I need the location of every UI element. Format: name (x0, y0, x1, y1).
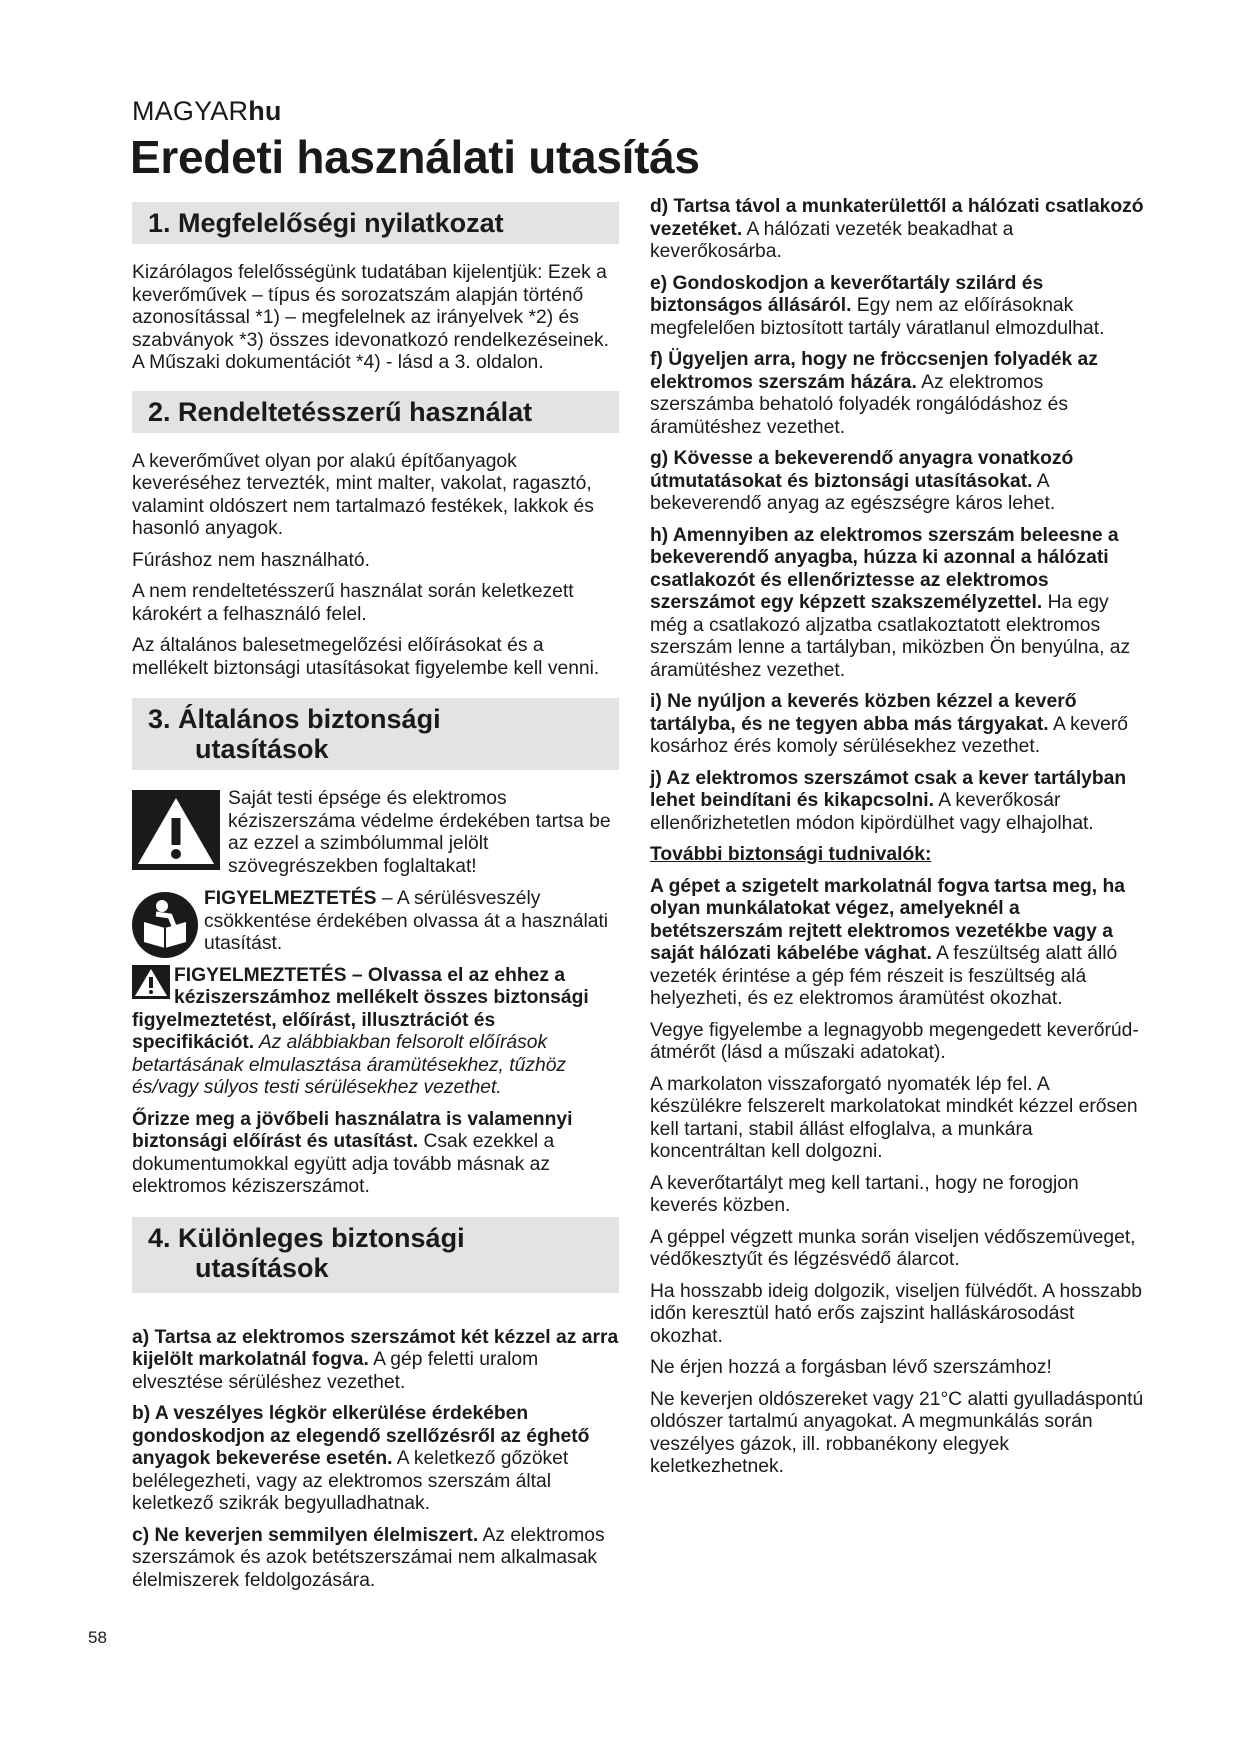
general-warning-italic: Az alábbiakban felsorolt előírások betartásának elmulasztása áramütésekhez, tűzhöz és/vagy súlyos testi sérülésekhez vezethet. (132, 1032, 567, 1098)
item-i (650, 691, 1145, 759)
section-2-paragraph-2: Fúráshoz nem használható. (132, 549, 370, 571)
read-manual-rest: – A sérülésveszély csökkentése érdekében olvassa át a használati utasítást. (204, 888, 609, 954)
item-g-text: A bekeverendő anyag az egészségre káros lehet. (650, 470, 1056, 514)
left-column (132, 198, 619, 1601)
section-2-number: 2. (148, 396, 171, 427)
warning-triangle-icon (132, 790, 220, 870)
item-j (650, 768, 1145, 836)
item-c (132, 1525, 619, 1593)
language-label (132, 96, 282, 127)
further-item-1 (650, 876, 1145, 1011)
item-i-text: A keverő kosárhoz érés komoly sérülésekhez vezethet. (650, 713, 1128, 757)
item-e (650, 273, 1145, 341)
item-g (650, 448, 1145, 516)
item-j-bold: j) Az elektromos szerszámot csak a kever tartályban lehet beindítani és kikapcsolni. (650, 767, 1127, 811)
item-f-bold: f) Ügyeljen arra, hogy ne fröccsenjen folyadék az elektromos szerszám házára. (650, 349, 1098, 393)
keep-instructions-text: Csak ezekkel a dokumentumokkal együtt adja tovább másnak az elektromos kéziszerszámot. (132, 1131, 555, 1197)
item-f-text: Az elektromos szerszámba behatoló folyadék rongálódáshoz és áramütéshez vezethet. (650, 371, 1069, 438)
section-4-number: 4. (148, 1222, 171, 1253)
item-e-text: Egy nem az előírásoknak megfelelően biztosított tartály váratlanul elmozdulhat. (650, 295, 1105, 339)
further-item-6: Ha hosszabb ideig dolgozik, viseljen fülvédőt. A hosszabb időn keresztül ható erős zajszint halláskárosodást okozhat. (650, 1280, 1142, 1347)
further-item-7: Ne érjen hozzá a forgásban lévő szerszámhoz! (650, 1357, 1052, 1378)
item-d-bold: d) Tartsa távol a munkaterülettől a hálózati csatlakozó vezetéket. (650, 196, 1144, 240)
section-1-body: Kizárólagos felelősségünk tudatában kijelentjük: Ezek a keverőművek – típus és sorozatszám alapján történő azonosítással *1) – megfelelnek az irányelvek *2) és szabványok *3) összes idevonatkozó rendelkezéseinek. A Műszaki dokumentációt *4) - lásd a 3. oldalon. (132, 262, 609, 373)
keep-instructions-paragraph (132, 1109, 619, 1199)
read-manual-text (204, 888, 619, 956)
warning-symbol-text: Saját testi épsége és elektromos kéziszerszáma védelme érdekében tartsa be az ezzel a szimbólummal jelölt szövegrészekben foglaltakat! (228, 788, 611, 877)
further-item-1-text: A feszültség alatt álló vezeték érintése a gép fém részeit is feszültség alá helyezheti, és ez elektromos áramütést okozhat. (650, 943, 1118, 1009)
item-d-text: A hálózati vezeték beakadhat a keverőkosárba. (650, 218, 1014, 262)
further-item-1-bold: A gépet a szigetelt markolatnál fogva tartsa meg, ha olyan munkálatokat végez, amelyeknél a betétszerszám rejtett elektromos vezetékbe vagy a saját hálózati kábelébe vághat. (650, 875, 1126, 964)
item-a-bold: a) Tartsa az elektromos szerszámot két kézzel az arra kijelölt markolatnál fogva. (132, 1326, 619, 1370)
section-1-title: Megfelelőségi nyilatkozat (178, 208, 504, 238)
item-g-bold: g) Kövesse a bekeverendő anyagra vonatkozó útmutatásokat és biztonsági utasításokat. (650, 448, 1074, 492)
page-title: Eredeti használati utasítás (130, 131, 700, 183)
section-2-paragraph-3: A nem rendeltetésszerű használat során keletkezett károkért a felhasználó felel. (132, 581, 574, 625)
item-d (650, 196, 1145, 264)
language-code: hu (248, 96, 282, 126)
further-item-4: A keverőtartályt meg kell tartani., hogy ne forogjon keverés közben. (650, 1172, 1079, 1216)
read-manual-block (132, 888, 619, 956)
item-j-text: A keverőkosár ellenőrizhetetlen módon kipördülhet vagy elhajolhat. (650, 790, 1094, 834)
section-2-title: Rendeltetésszerű használat (178, 396, 533, 427)
item-b-text: A keletkező gőzöket belélegezheti, vagy az elektromos szerszám által keletkező szikrák begyulladhatnak. (132, 1448, 569, 1514)
general-warning-bold: FIGYELMEZTETÉS – Olvassa el az ehhez a kéziszerszámhoz mellékelt összes biztonsági figyelmeztetést, előírást, illusztrációt és specifikációt. (132, 964, 589, 1053)
further-safety-heading (650, 844, 1145, 867)
section-3-heading (132, 698, 619, 770)
item-e-bold: e) Gondoskodjon a keverőtartály szilárd és biztonságos állásáról. (650, 272, 1044, 316)
general-warning-paragraph (132, 965, 619, 1100)
further-item-2: Vegye figyelembe a legnagyobb megengedett keverőrúd-átmérőt (lásd a műszaki adatokat). (650, 1019, 1139, 1063)
section-3-number: 3. (148, 704, 171, 734)
further-item-8: Ne keverjen oldószereket vagy 21°C alatti gyulladáspontú oldószer tartalmú anyagokat. A megmunkálás során veszélyes gázok, ill. robbanékony elegyek keletkezhetnek. (650, 1388, 1144, 1477)
section-1-heading (132, 202, 619, 244)
item-b (132, 1403, 619, 1516)
item-h-bold: h) Amennyiben az elektromos szerszám beleesne a bekeverendő anyagba, húzza ki azonnal a hálózati csatlakozót és ellenőriztesse az elektromos szerszámot egy képzett szakszemélyzettel. (650, 524, 1119, 613)
warning-symbol-block (132, 788, 619, 878)
item-i-bold: i) Ne nyúljon a keverés közben kézzel a keverő tartályba, és ne tegyen abba más tárgyakat. (650, 691, 1077, 735)
section-3-title-line-1: Általános biztonsági (178, 704, 441, 734)
keep-instructions-bold: Őrizze meg a jövőbeli használatra is valamennyi biztonsági előírást és utasítást. (132, 1108, 573, 1152)
item-h-text: Ha egy még a csatlakozó aljzatba csatlakoztatott elektromos szerszám lenne a tartályban, miközben Ön benyúlna, az áramütéshez vezethet. (650, 592, 1131, 681)
section-1-number: 1. (148, 208, 171, 238)
further-safety-title: További biztonsági tudnivalók: (650, 844, 932, 865)
further-item-5: A géppel végzett munka során viseljen védőszemüveget, védőkesztyűt és légzésvédő álarcot. (650, 1226, 1136, 1270)
section-4-title-line-2: utasítások (195, 1252, 329, 1283)
right-column (650, 196, 1145, 1488)
section-2-paragraph-1: A keverőművet olyan por alakú építőanyagok keveréséhez tervezték, mint malter, vakolat, ragasztó, valamint oldószert nem tartalmazó festékek, lakkok és hasonló anyagok. (132, 450, 594, 539)
read-manual-icon (132, 892, 198, 958)
page-number: 58 (88, 1628, 107, 1647)
further-item-3: A markolaton visszaforgató nyomaték lép fel. A készülékre felszerelt markolatokat mindkét kézzel erősen kell tartani, stabil állást elfoglalva, a munkára koncentráltan kell dolgozni. (650, 1073, 1138, 1162)
item-c-text: Az elektromos szerszámok és azok betétszerszámai nem alkalmasak élelmiszerek feldolgozására. (132, 1524, 605, 1591)
item-h (650, 525, 1145, 683)
section-4-heading (132, 1217, 619, 1293)
item-a (132, 1327, 619, 1395)
item-c-bold: c) Ne keverjen semmilyen élelmiszert. (132, 1524, 479, 1546)
read-manual-bold: FIGYELMEZTETÉS (204, 888, 377, 909)
item-a-text: A gép feletti uralom elvesztése sérüléshez vezethet. (132, 1349, 539, 1393)
section-2-paragraph-4: Az általános balesetmegelőzési előírásokat és a mellékelt biztonsági utasításokat figyelembe kell venni. (132, 635, 600, 679)
language-prefix: MAGYAR (132, 96, 249, 126)
small-warning-triangle-icon (132, 965, 170, 999)
section-4-title-line-1: Különleges biztonsági (178, 1222, 465, 1253)
section-3-title-line-2: utasítások (195, 734, 329, 764)
section-2-heading (132, 391, 619, 433)
item-f (650, 349, 1145, 439)
item-b-bold: b) A veszélyes légkör elkerülése érdekében gondoskodjon az elegendő szellőzésről az éghető anyagok bekeverése esetén. (132, 1403, 590, 1469)
